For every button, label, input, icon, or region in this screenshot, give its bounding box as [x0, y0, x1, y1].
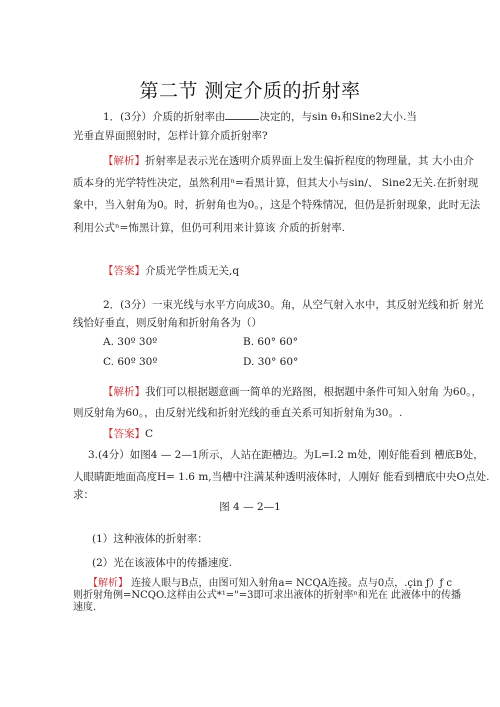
q1-stem — [103, 110, 417, 124]
q2-stem-line2: 线恰好垂直，则反射角和折射角各为（） — [73, 317, 262, 329]
q1-blank — [225, 110, 259, 120]
q2-analysis-text1: 我们可以根据题意画一简单的光路图，根据题中条件可知入射角 为60。， — [145, 386, 482, 398]
q2-stem-line1: 2．(3分）一束光线与水平方向成30。角，从空气射入水中，其反射光线和折 射光 — [103, 299, 484, 311]
q3-stem-line2: 人眼睛距地面高度H= 1.6 m,当槽中注满某种透明液体时，人刚好 能看到槽底中央O点处. — [73, 471, 490, 483]
q1-stem-part-a: 1．(3分）介质的折射率由 — [103, 111, 226, 123]
q3-analysis-text1: 连接人眼与B点，由图可知入射角a= NCQA连接。点与0点，.çin ƒ）ƒ c — [128, 578, 453, 589]
q1-analysis-line1 — [103, 154, 474, 168]
q1-answer — [103, 264, 239, 278]
q2-analysis-line2: 则反射角为60。，由反射光线和折射光线的垂直关系可知折射角为30。. — [73, 407, 403, 419]
q1-analysis-line4: 利用公式ⁿ=怖黑计算，但仍可利用来计算该 介质的折射率. — [73, 222, 346, 234]
q3-analysis-line3: 速度. — [73, 602, 97, 613]
q2-analysis-line1 — [103, 385, 482, 399]
q3-analysis-tag: 【解析】 — [88, 578, 128, 589]
q1-stem-part-b: 决定的，与sin θ₁和Sine2大小.当 — [259, 111, 417, 123]
q1-analysis-tag: 【解析】 — [103, 155, 145, 167]
q2-analysis-tag: 【解析】 — [103, 386, 145, 398]
q2-answer — [103, 427, 153, 441]
q2-answer-text: C — [145, 428, 154, 440]
q2-answer-tag: 【答案】 — [103, 428, 145, 440]
q3-analysis-line2: 则折射角例=NCQO.这样由公式*¹="=3即可求出液体的折射率ⁿ和光在 此液体中的传播 — [73, 590, 462, 601]
q2-option-b: B. 60° 60° — [243, 336, 298, 348]
q2-option-c: C. 60º 30º — [103, 356, 158, 368]
q3-sub1: (1）这种液体的折射率： — [92, 533, 208, 545]
q3-stem-line1: 3.(4分）如图4 — 2—1所示，人站在距槽边。为L=I.2 m处，刚好能看到 槽底B处， — [88, 449, 484, 461]
page-title: 第二节 测定介质的折射率 — [139, 80, 361, 102]
q1-analysis-text1: 折射率是表示光在透明介质界面上发生偏折程度的物理量，其 大小由介 — [145, 155, 474, 167]
q1-analysis-line2: 质本身的光学特性决定，虽然利用ⁿ=看黑计算，但其大小与sin/、 Sine2无关.在折射现 — [73, 177, 479, 189]
q1-answer-tag: 【答案】 — [103, 265, 145, 277]
q1-stem-line2: 光垂直界面照射时，怎样计算介质折射率? — [73, 130, 268, 142]
q3-sub2: (2）光在该液体中的传播速度. — [92, 557, 233, 569]
q3-stem-line3: 求： — [73, 489, 94, 501]
q2-option-d: D. 30° 60° — [243, 356, 299, 368]
figure-caption: 图 4 — 2—1 — [219, 501, 281, 513]
q2-option-a: A. 30º 30º — [103, 336, 158, 348]
q1-answer-text: 介质光学性质无关,q — [145, 265, 240, 277]
q1-analysis-line3: 象中，当入射角为0。时，折射角也为0。，这是个特殊情况，但仍是折射现象，此时无法 — [73, 199, 481, 211]
